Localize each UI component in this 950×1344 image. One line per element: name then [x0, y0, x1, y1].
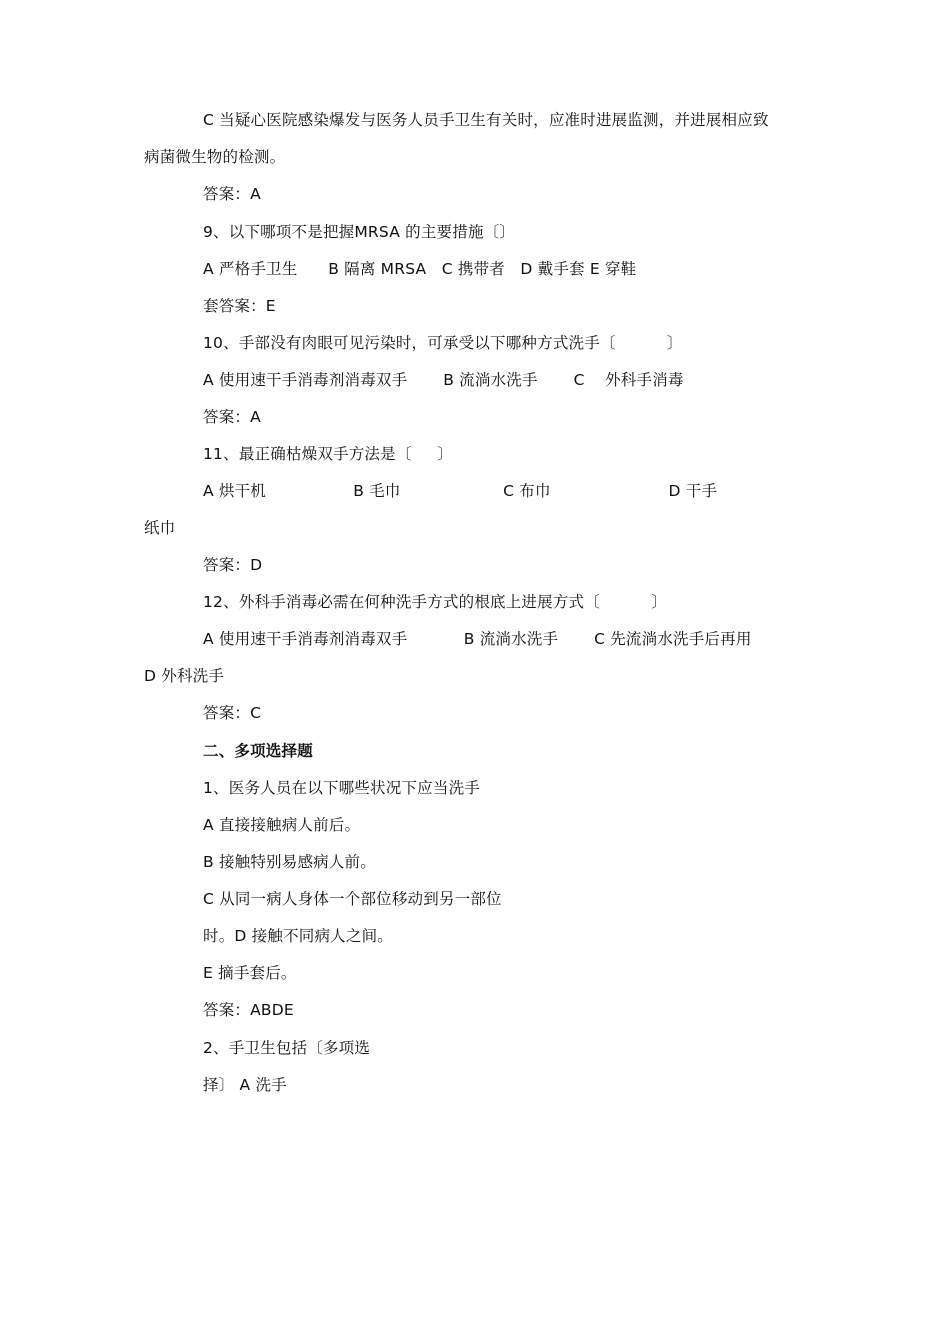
question-8-answer: 答案：A — [203, 185, 261, 203]
mc-question-1-option-e: E 摘手套后。 — [203, 964, 297, 982]
question-8-option-c: C 当疑心医院感染爆发与医务人员手卫生有关时，应准时进展监测，并进展相应致 — [203, 111, 769, 129]
question-11-answer: 答案：D — [203, 556, 263, 574]
question-8-option-c-continued: 病菌微生物的检测。 — [144, 148, 286, 166]
mc-question-1-option-b: B 接触特别易感病人前。 — [203, 853, 376, 871]
question-9-stem: 9、以下哪项不是把握MRSA 的主要措施〔〕 — [203, 223, 516, 241]
question-12-options-continued: D 外科洗手 — [144, 667, 225, 685]
mc-question-1-option-d: 时。D 接触不同病人之间。 — [203, 927, 393, 945]
mc-question-1-option-c: C 从同一病人身体一个部位移动到另一部位 — [203, 890, 502, 908]
mc-question-2-stem: 2、手卫生包括〔多项选 — [203, 1039, 371, 1057]
question-10-stem: 10、手部没有肉眼可见污染时，可承受以下哪种方式洗手〔 〕 — [203, 334, 683, 352]
question-9-answer: 套答案：E — [203, 297, 276, 315]
question-11-options: A 烘干机 B 毛巾 C 布巾 D 干手 — [203, 482, 718, 500]
question-9-options: A 严格手卫生 B 隔离 MRSA C 携带者 D 戴手套 E 穿鞋 — [203, 260, 637, 278]
mc-question-1-option-a: A 直接接触病人前后。 — [203, 816, 361, 834]
question-12-options: A 使用速干手消毒剂消毒双手 B 流淌水洗手 C 先流淌水洗手后再用 — [203, 630, 752, 648]
question-12-stem: 12、外科手消毒必需在何种洗手方式的根底上进展方式〔 〕 — [203, 593, 667, 611]
question-11-stem: 11、最正确枯燥双手方法是〔 〕 — [203, 445, 453, 463]
mc-question-2-option-a: 择〕 A 洗手 — [203, 1076, 287, 1094]
question-10-answer: 答案：A — [203, 408, 261, 426]
question-12-answer: 答案：C — [203, 704, 262, 722]
mc-question-1-stem: 1、医务人员在以下哪些状况下应当洗手 — [203, 779, 480, 797]
question-11-options-continued: 纸巾 — [144, 519, 176, 537]
mc-question-1-answer: 答案：ABDE — [203, 1001, 294, 1019]
question-10-options: A 使用速干手消毒剂消毒双手 B 流淌水洗手 C 外科手消毒 — [203, 371, 684, 389]
section-heading-multiple-choice: 二、多项选择题 — [203, 742, 313, 760]
